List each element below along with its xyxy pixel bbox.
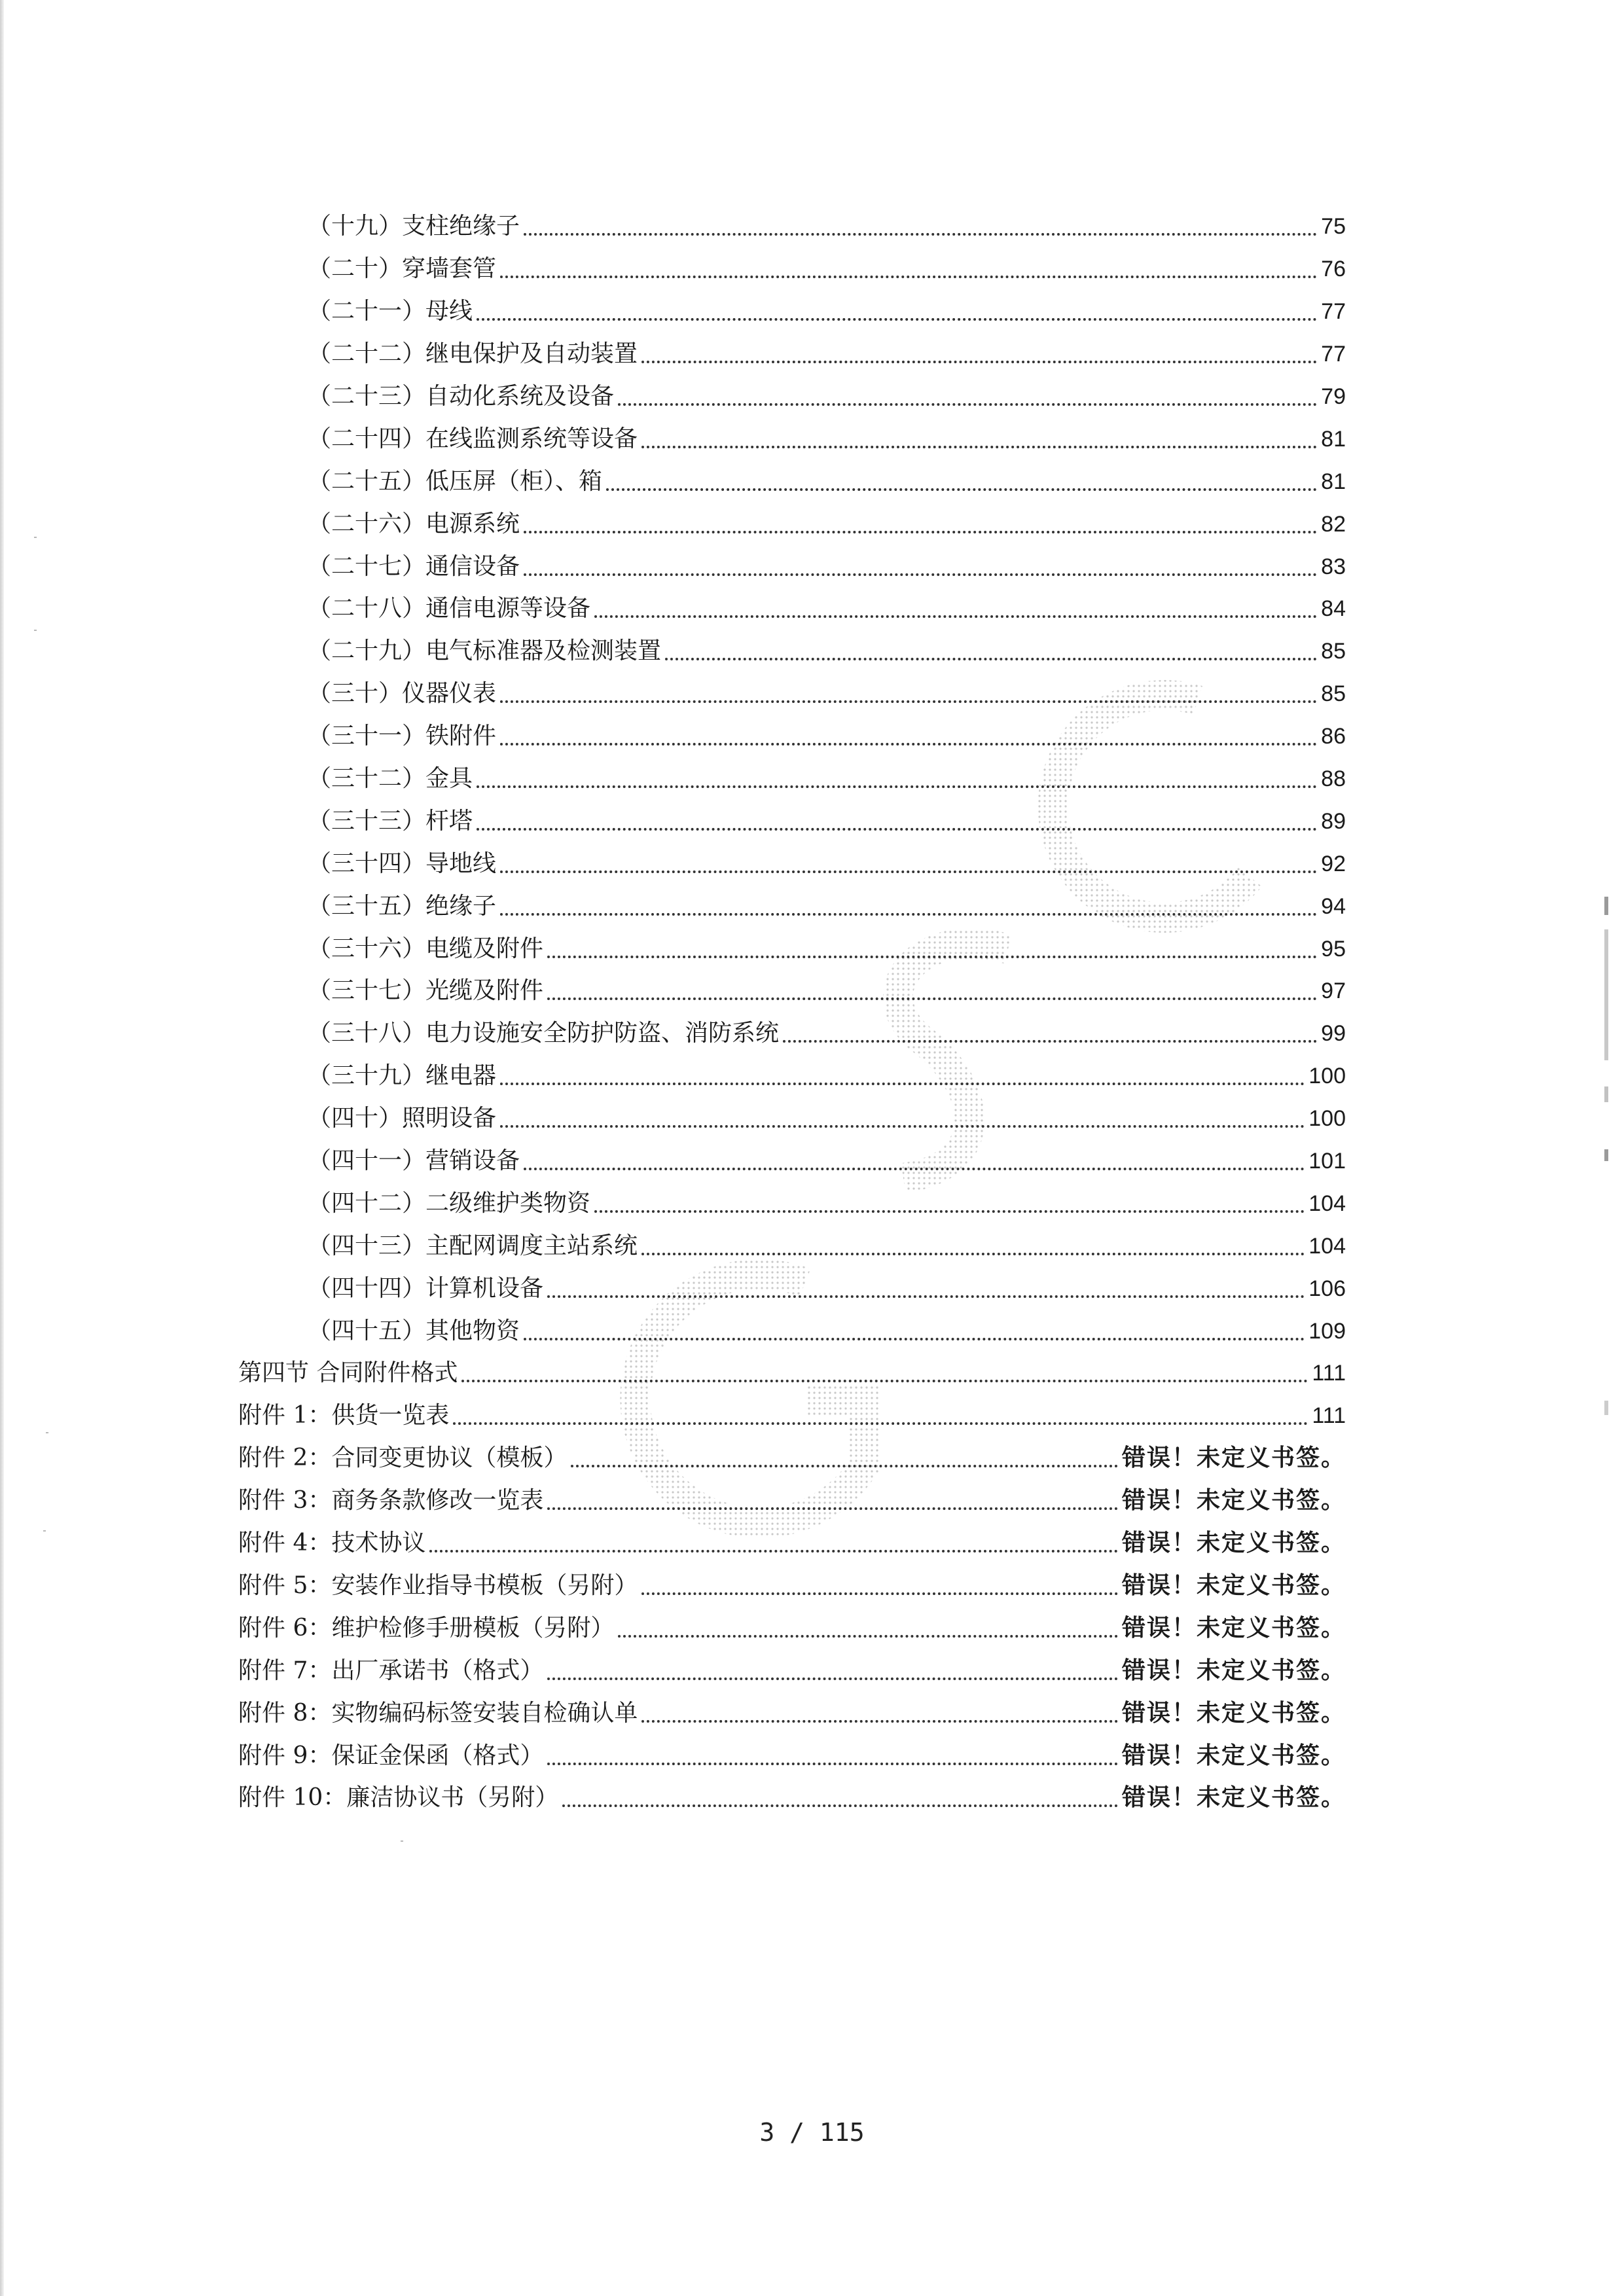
toc-leader-dots bbox=[500, 1083, 1305, 1085]
toc-entry-page: 79 bbox=[1321, 384, 1346, 409]
toc-entry[interactable] bbox=[0, 1310, 1624, 1352]
toc-entry[interactable] bbox=[0, 503, 1624, 545]
toc-leader-dots bbox=[547, 1507, 1118, 1510]
toc-leader-dots bbox=[562, 1804, 1118, 1807]
toc-entry-page: 94 bbox=[1321, 893, 1346, 919]
toc-entry-label: （四十三）主配网调度主站系统 bbox=[308, 1232, 638, 1259]
toc-leader-dots bbox=[461, 1380, 1308, 1382]
toc-leader-dots bbox=[547, 1763, 1118, 1765]
toc-entry-label: （三十六）电缆及附件 bbox=[308, 935, 544, 962]
toc-entry-label: （三十一）铁附件 bbox=[308, 723, 497, 750]
toc-entry[interactable] bbox=[0, 248, 1624, 291]
toc-entry[interactable] bbox=[0, 333, 1624, 376]
toc-leader-dots bbox=[641, 1720, 1118, 1723]
page-number: 3 / 115 bbox=[759, 2118, 865, 2147]
toc-entry[interactable] bbox=[0, 970, 1624, 1013]
toc-entry[interactable] bbox=[0, 630, 1624, 673]
toc-bookmark-error: 错误！未定义书签。 bbox=[1121, 1742, 1346, 1769]
toc-leader-dots bbox=[500, 913, 1317, 916]
toc-leader-dots bbox=[547, 1295, 1305, 1298]
toc-entry-page: 99 bbox=[1321, 1021, 1346, 1047]
toc-attachment-entry[interactable] bbox=[0, 1649, 1624, 1692]
toc-entry-label: （二十九）电气标准器及检测装置 bbox=[308, 637, 662, 665]
toc-entry-label: （三十四）导地线 bbox=[308, 850, 497, 877]
toc-leader-dots bbox=[500, 700, 1317, 703]
toc-entry-label: （二十四）在线监测系统等设备 bbox=[308, 425, 638, 452]
toc-leader-dots bbox=[665, 658, 1317, 660]
toc-entry-label: （三十）仪器仪表 bbox=[308, 680, 497, 708]
toc-leader-dots bbox=[618, 403, 1317, 406]
toc-entry-page: 82 bbox=[1321, 511, 1346, 537]
toc-entry-page: 100 bbox=[1308, 1064, 1346, 1089]
toc-entry-label: 附件 3：商务条款修改一览表 bbox=[238, 1487, 544, 1515]
toc-entry-page: 77 bbox=[1321, 299, 1346, 325]
scan-speck bbox=[401, 1840, 403, 1842]
toc-leader-dots bbox=[524, 233, 1317, 236]
toc-attachment-entry[interactable] bbox=[0, 1777, 1624, 1820]
toc-entry-label: （四十五）其他物资 bbox=[308, 1317, 520, 1344]
toc-attachment-entry[interactable] bbox=[0, 1480, 1624, 1522]
toc-leader-dots bbox=[500, 870, 1317, 873]
toc-leader-dots bbox=[524, 1338, 1305, 1340]
toc-entry-page: 104 bbox=[1308, 1233, 1346, 1259]
toc-leader-dots bbox=[618, 1635, 1118, 1638]
toc-entry-label: 第四节 合同附件格式 bbox=[238, 1359, 458, 1387]
toc-leader-dots bbox=[641, 446, 1317, 448]
toc-leader-dots bbox=[641, 361, 1317, 363]
toc-entry[interactable] bbox=[0, 1140, 1624, 1183]
toc-entry-label: （二十五）低压屏（柜）、箱 bbox=[308, 467, 603, 495]
toc-leader-dots bbox=[453, 1422, 1308, 1425]
toc-entry-label: 附件 9：保证金保函（格式） bbox=[238, 1742, 544, 1769]
toc-entry-page: 104 bbox=[1308, 1191, 1346, 1216]
toc-entry[interactable] bbox=[0, 715, 1624, 758]
toc-leader-dots bbox=[500, 1125, 1305, 1128]
toc-entry[interactable] bbox=[0, 206, 1624, 248]
toc-entry[interactable] bbox=[0, 545, 1624, 588]
toc-entry[interactable] bbox=[0, 758, 1624, 800]
table-of-contents bbox=[0, 206, 1624, 1820]
toc-entry-label: （二十）穿墙套管 bbox=[308, 255, 497, 283]
toc-entry-label: 附件 6：维护检修手册模板（另附） bbox=[238, 1614, 615, 1641]
toc-entry-page: 111 bbox=[1312, 1361, 1346, 1386]
toc-leader-dots bbox=[477, 785, 1317, 788]
toc-attachment-entry[interactable] bbox=[0, 1607, 1624, 1649]
toc-entry[interactable] bbox=[0, 376, 1624, 418]
toc-entry-label: （四十四）计算机设备 bbox=[308, 1274, 544, 1302]
toc-attachment-entry[interactable] bbox=[0, 1692, 1624, 1734]
toc-entry-label: （四十）照明设备 bbox=[308, 1105, 497, 1132]
toc-entry-page: 101 bbox=[1308, 1149, 1346, 1174]
toc-leader-dots bbox=[477, 318, 1317, 321]
toc-entry-label: （十九）支柱绝缘子 bbox=[308, 213, 520, 240]
toc-entry[interactable] bbox=[0, 418, 1624, 460]
toc-entry-label: 附件 1：供货一览表 bbox=[238, 1402, 450, 1429]
toc-leader-dots bbox=[429, 1550, 1118, 1552]
toc-leader-dots bbox=[547, 1677, 1118, 1680]
toc-entry-label: 附件 8：实物编码标签安装自检确认单 bbox=[238, 1699, 638, 1727]
toc-bookmark-error: 错误！未定义书签。 bbox=[1121, 1487, 1346, 1515]
toc-entry-label: （二十三）自动化系统及设备 bbox=[308, 383, 615, 410]
toc-leader-dots bbox=[783, 1040, 1317, 1043]
toc-bookmark-error: 错误！未定义书签。 bbox=[1121, 1657, 1346, 1684]
toc-bookmark-error: 错误！未定义书签。 bbox=[1121, 1530, 1346, 1557]
toc-leader-dots bbox=[594, 1210, 1305, 1213]
toc-leader-dots bbox=[524, 573, 1317, 576]
toc-leader-dots bbox=[641, 1592, 1118, 1595]
toc-bookmark-error: 错误！未定义书签。 bbox=[1121, 1571, 1346, 1599]
toc-entry[interactable] bbox=[0, 1055, 1624, 1098]
toc-leader-dots bbox=[547, 997, 1317, 1000]
toc-leader-dots bbox=[547, 956, 1317, 958]
toc-entry-label: （三十三）杆塔 bbox=[308, 807, 473, 834]
toc-entry-page: 85 bbox=[1321, 681, 1346, 707]
toc-attachment-entry[interactable] bbox=[0, 1395, 1624, 1437]
toc-entry-page: 81 bbox=[1321, 426, 1346, 452]
toc-entry[interactable] bbox=[0, 1013, 1624, 1055]
toc-bookmark-error: 错误！未定义书签。 bbox=[1121, 1614, 1346, 1641]
toc-entry-page: 77 bbox=[1321, 342, 1346, 367]
toc-entry-page: 111 bbox=[1312, 1403, 1346, 1429]
toc-attachment-entry[interactable] bbox=[0, 1734, 1624, 1777]
toc-entry-page: 84 bbox=[1321, 596, 1346, 622]
toc-entry[interactable] bbox=[0, 927, 1624, 970]
toc-entry[interactable] bbox=[0, 1182, 1624, 1225]
toc-entry[interactable] bbox=[0, 1098, 1624, 1140]
toc-attachment-entry[interactable] bbox=[0, 1565, 1624, 1607]
toc-entry-label: （二十八）通信电源等设备 bbox=[308, 595, 591, 622]
toc-leader-dots bbox=[524, 531, 1317, 533]
toc-leader-dots bbox=[477, 828, 1317, 831]
toc-entry-page: 92 bbox=[1321, 851, 1346, 876]
toc-entry-label: （三十二）金具 bbox=[308, 765, 473, 793]
toc-entry[interactable] bbox=[0, 1267, 1624, 1310]
toc-entry-label: 附件 4：技术协议 bbox=[238, 1530, 426, 1557]
toc-entry-page: 95 bbox=[1321, 936, 1346, 961]
toc-entry-label: （三十七）光缆及附件 bbox=[308, 977, 544, 1005]
toc-leader-dots bbox=[500, 743, 1317, 745]
toc-entry-page: 89 bbox=[1321, 808, 1346, 834]
toc-entry-page: 83 bbox=[1321, 554, 1346, 579]
toc-entry[interactable] bbox=[0, 800, 1624, 842]
toc-entry-page: 97 bbox=[1321, 978, 1346, 1004]
toc-leader-dots bbox=[641, 1253, 1305, 1255]
toc-entry-label: （二十二）继电保护及自动装置 bbox=[308, 340, 638, 368]
toc-leader-dots bbox=[524, 1168, 1305, 1170]
toc-bookmark-error: 错误！未定义书签。 bbox=[1121, 1784, 1346, 1812]
toc-entry-label: （三十九）继电器 bbox=[308, 1062, 497, 1090]
toc-entry-label: 附件 10：廉洁协议书（另附） bbox=[238, 1784, 559, 1812]
toc-entry[interactable] bbox=[0, 1225, 1624, 1267]
toc-entry-page: 85 bbox=[1321, 639, 1346, 664]
toc-entry-page: 75 bbox=[1321, 214, 1346, 240]
toc-entry-label: （三十八）电力设施安全防护防盗、消防系统 bbox=[308, 1020, 780, 1047]
toc-entry-label: 附件 5：安装作业指导书模板（另附） bbox=[238, 1571, 638, 1599]
toc-entry-page: 76 bbox=[1321, 257, 1346, 282]
toc-entry-page: 106 bbox=[1308, 1276, 1346, 1301]
toc-entry[interactable] bbox=[0, 673, 1624, 715]
toc-entry-label: 附件 2：合同变更协议（模板） bbox=[238, 1444, 568, 1472]
toc-entry-page: 88 bbox=[1321, 766, 1346, 792]
toc-leader-dots bbox=[594, 615, 1317, 618]
toc-entry-label: 附件 7：出厂承诺书（格式） bbox=[238, 1657, 544, 1684]
toc-section-entry[interactable] bbox=[0, 1352, 1624, 1395]
toc-attachment-entry[interactable] bbox=[0, 1437, 1624, 1480]
toc-leader-dots bbox=[500, 276, 1317, 278]
toc-entry[interactable] bbox=[0, 291, 1624, 333]
toc-entry-label: （四十一）营销设备 bbox=[308, 1147, 520, 1175]
toc-entry[interactable] bbox=[0, 885, 1624, 927]
toc-entry-label: （四十二）二级维护类物资 bbox=[308, 1189, 591, 1217]
toc-entry-page: 100 bbox=[1308, 1106, 1346, 1132]
toc-leader-dots bbox=[571, 1465, 1118, 1467]
toc-entry-page: 109 bbox=[1308, 1318, 1346, 1344]
toc-leader-dots bbox=[606, 488, 1317, 491]
toc-entry-label: （二十七）通信设备 bbox=[308, 552, 520, 580]
toc-entry[interactable] bbox=[0, 588, 1624, 630]
toc-entry[interactable] bbox=[0, 460, 1624, 503]
toc-bookmark-error: 错误！未定义书签。 bbox=[1121, 1444, 1346, 1472]
toc-entry-label: （三十五）绝缘子 bbox=[308, 892, 497, 920]
toc-bookmark-error: 错误！未定义书签。 bbox=[1121, 1699, 1346, 1727]
toc-entry-page: 81 bbox=[1321, 469, 1346, 494]
toc-attachment-entry[interactable] bbox=[0, 1522, 1624, 1565]
toc-entry-label: （二十六）电源系统 bbox=[308, 510, 520, 537]
toc-entry[interactable] bbox=[0, 842, 1624, 885]
toc-entry-page: 86 bbox=[1321, 724, 1346, 749]
toc-entry-label: （二十一）母线 bbox=[308, 298, 473, 325]
